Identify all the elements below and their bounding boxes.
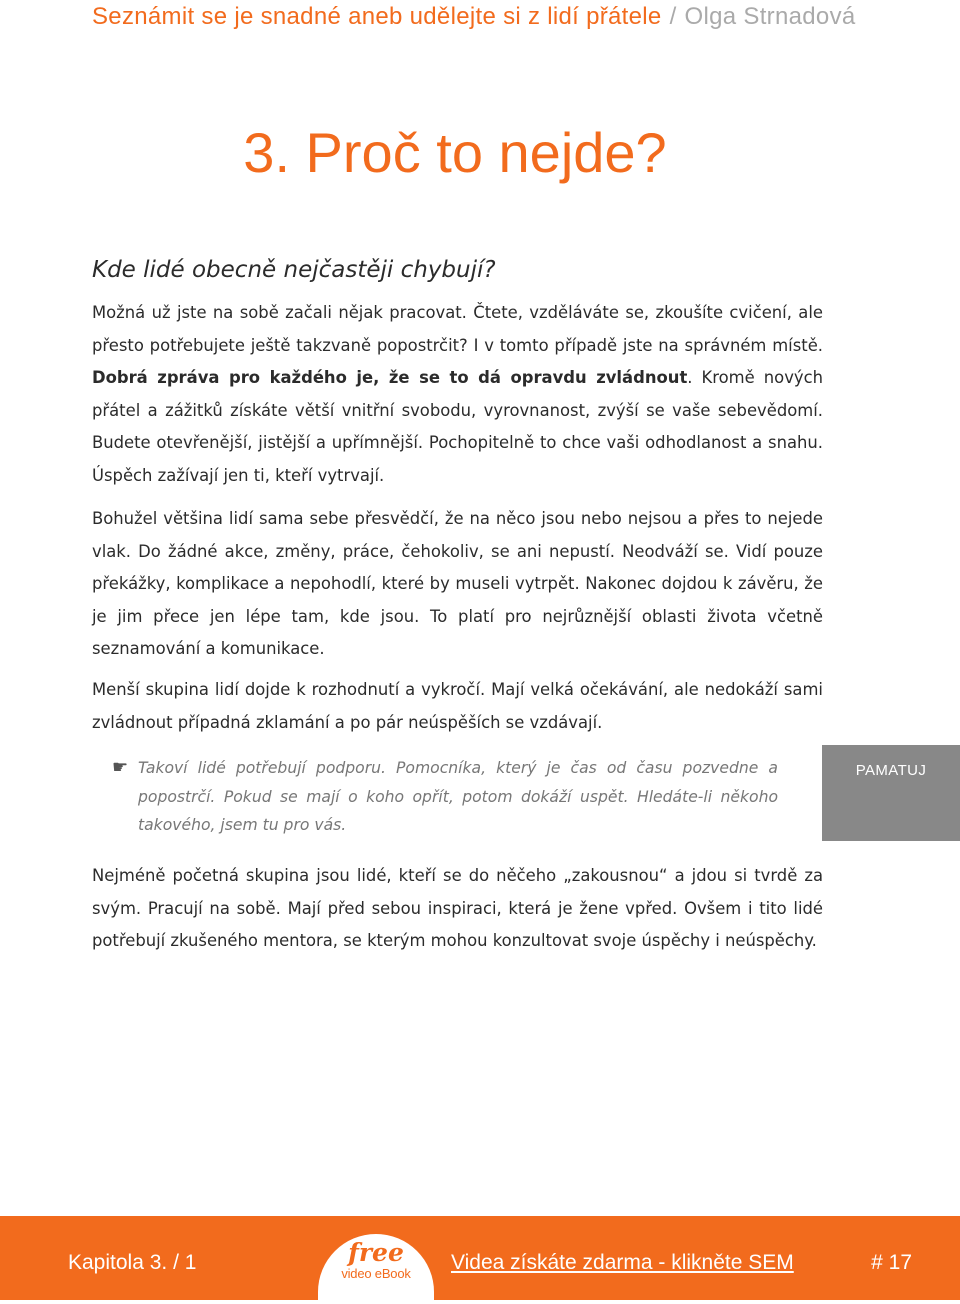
tip-text: Takoví lidé potřebují podporu. Pomocníka, který je čas od času pozvedne a popostrčí. Pokud se mají o koho opřít, potom dokáží uspět. Hledáte-li někoho takového, jsem tu pro vás. bbox=[138, 759, 778, 834]
footer-chapter-label: Kapitola 3. / 1 bbox=[68, 1251, 197, 1274]
paragraph-2: Bohužel většina lidí sama sebe přesvědčí, že na něco jsou nebo nejsou a přes to nejede vlak. Do žádné akce, změny, práce, čehokoliv, se ani nepustí. Neodváží se. Vidí pouze překážky, komplikace a nepohodlí, které by museli vytrpět. Nakonec dojdou k závěru, že je jim přece jen lépe tam, kde jsou. To platí pro nejrůznější oblasti života včetně seznamování a komunikace. bbox=[92, 509, 823, 658]
paragraph-1-part-b: . Kromě nových přátel a zážitků získáte větší vnitřní svobodu, vyrovnanost, zvýší se vaše sebevědomí. Budete otevřenější, jistější a upřímnější. Pochopitelně to chce vaši odhodlanost a snahu. Úspěch zažívají jen ti, kteří vytrvají. bbox=[92, 368, 823, 485]
paragraph-1 bbox=[92, 297, 823, 492]
running-header bbox=[92, 0, 892, 34]
footer-bar bbox=[0, 1216, 960, 1300]
tip-callout bbox=[112, 754, 778, 840]
book-title: Seznámit se je snadné aneb udělejte si z lidí přátele bbox=[92, 3, 662, 30]
logo-sub-text: video eBook bbox=[341, 1266, 411, 1281]
section-subheading: Kde lidé obecně nejčastěji chybují? bbox=[92, 257, 496, 283]
remember-label-box: PAMATUJ bbox=[822, 745, 960, 841]
author-name: Olga Strnadová bbox=[684, 3, 856, 30]
page-number: # 17 bbox=[871, 1251, 912, 1274]
paragraph-4: Nejméně početná skupina jsou lidé, kteří se do něčeho „zakousnou“ a jdou si tvrdě za svým. Pracují na sobě. Mají před sebou inspiraci, která je žene vpřed. Ovšem i tito lidé potřebují zkušeného mentora, se kterým mohou konzultovat svoje úspěchy i neúspěchy. bbox=[92, 866, 823, 950]
paragraph-1-part-a: Možná už jste na sobě začali nějak pracovat. Čtete, vzděláváte se, zkoušíte cvičení, ale přesto potřebujete ještě takzvaně popostrčit? I v tomto případě jste na správném místě. bbox=[92, 303, 823, 355]
paragraph-1-bold: Dobrá zpráva pro každého je, že se to dá opravdu zvládnout bbox=[92, 368, 688, 387]
free-videos-link[interactable]: Videa získáte zdarma - klikněte SEM bbox=[451, 1251, 794, 1274]
paragraph-3: Menší skupina lidí dojde k rozhodnutí a vykročí. Mají velká očekávání, ale nedokáží sami zvládnout případná zklamání a po pár neúspěších se vzdávají. bbox=[92, 680, 823, 732]
free-video-ebook-logo bbox=[318, 1234, 434, 1304]
chapter-title: 3. Proč to nejde? bbox=[243, 121, 667, 184]
pointing-hand-icon: ☛ bbox=[112, 757, 129, 778]
logo-free-text: free bbox=[348, 1238, 404, 1267]
header-separator: / bbox=[669, 3, 677, 30]
